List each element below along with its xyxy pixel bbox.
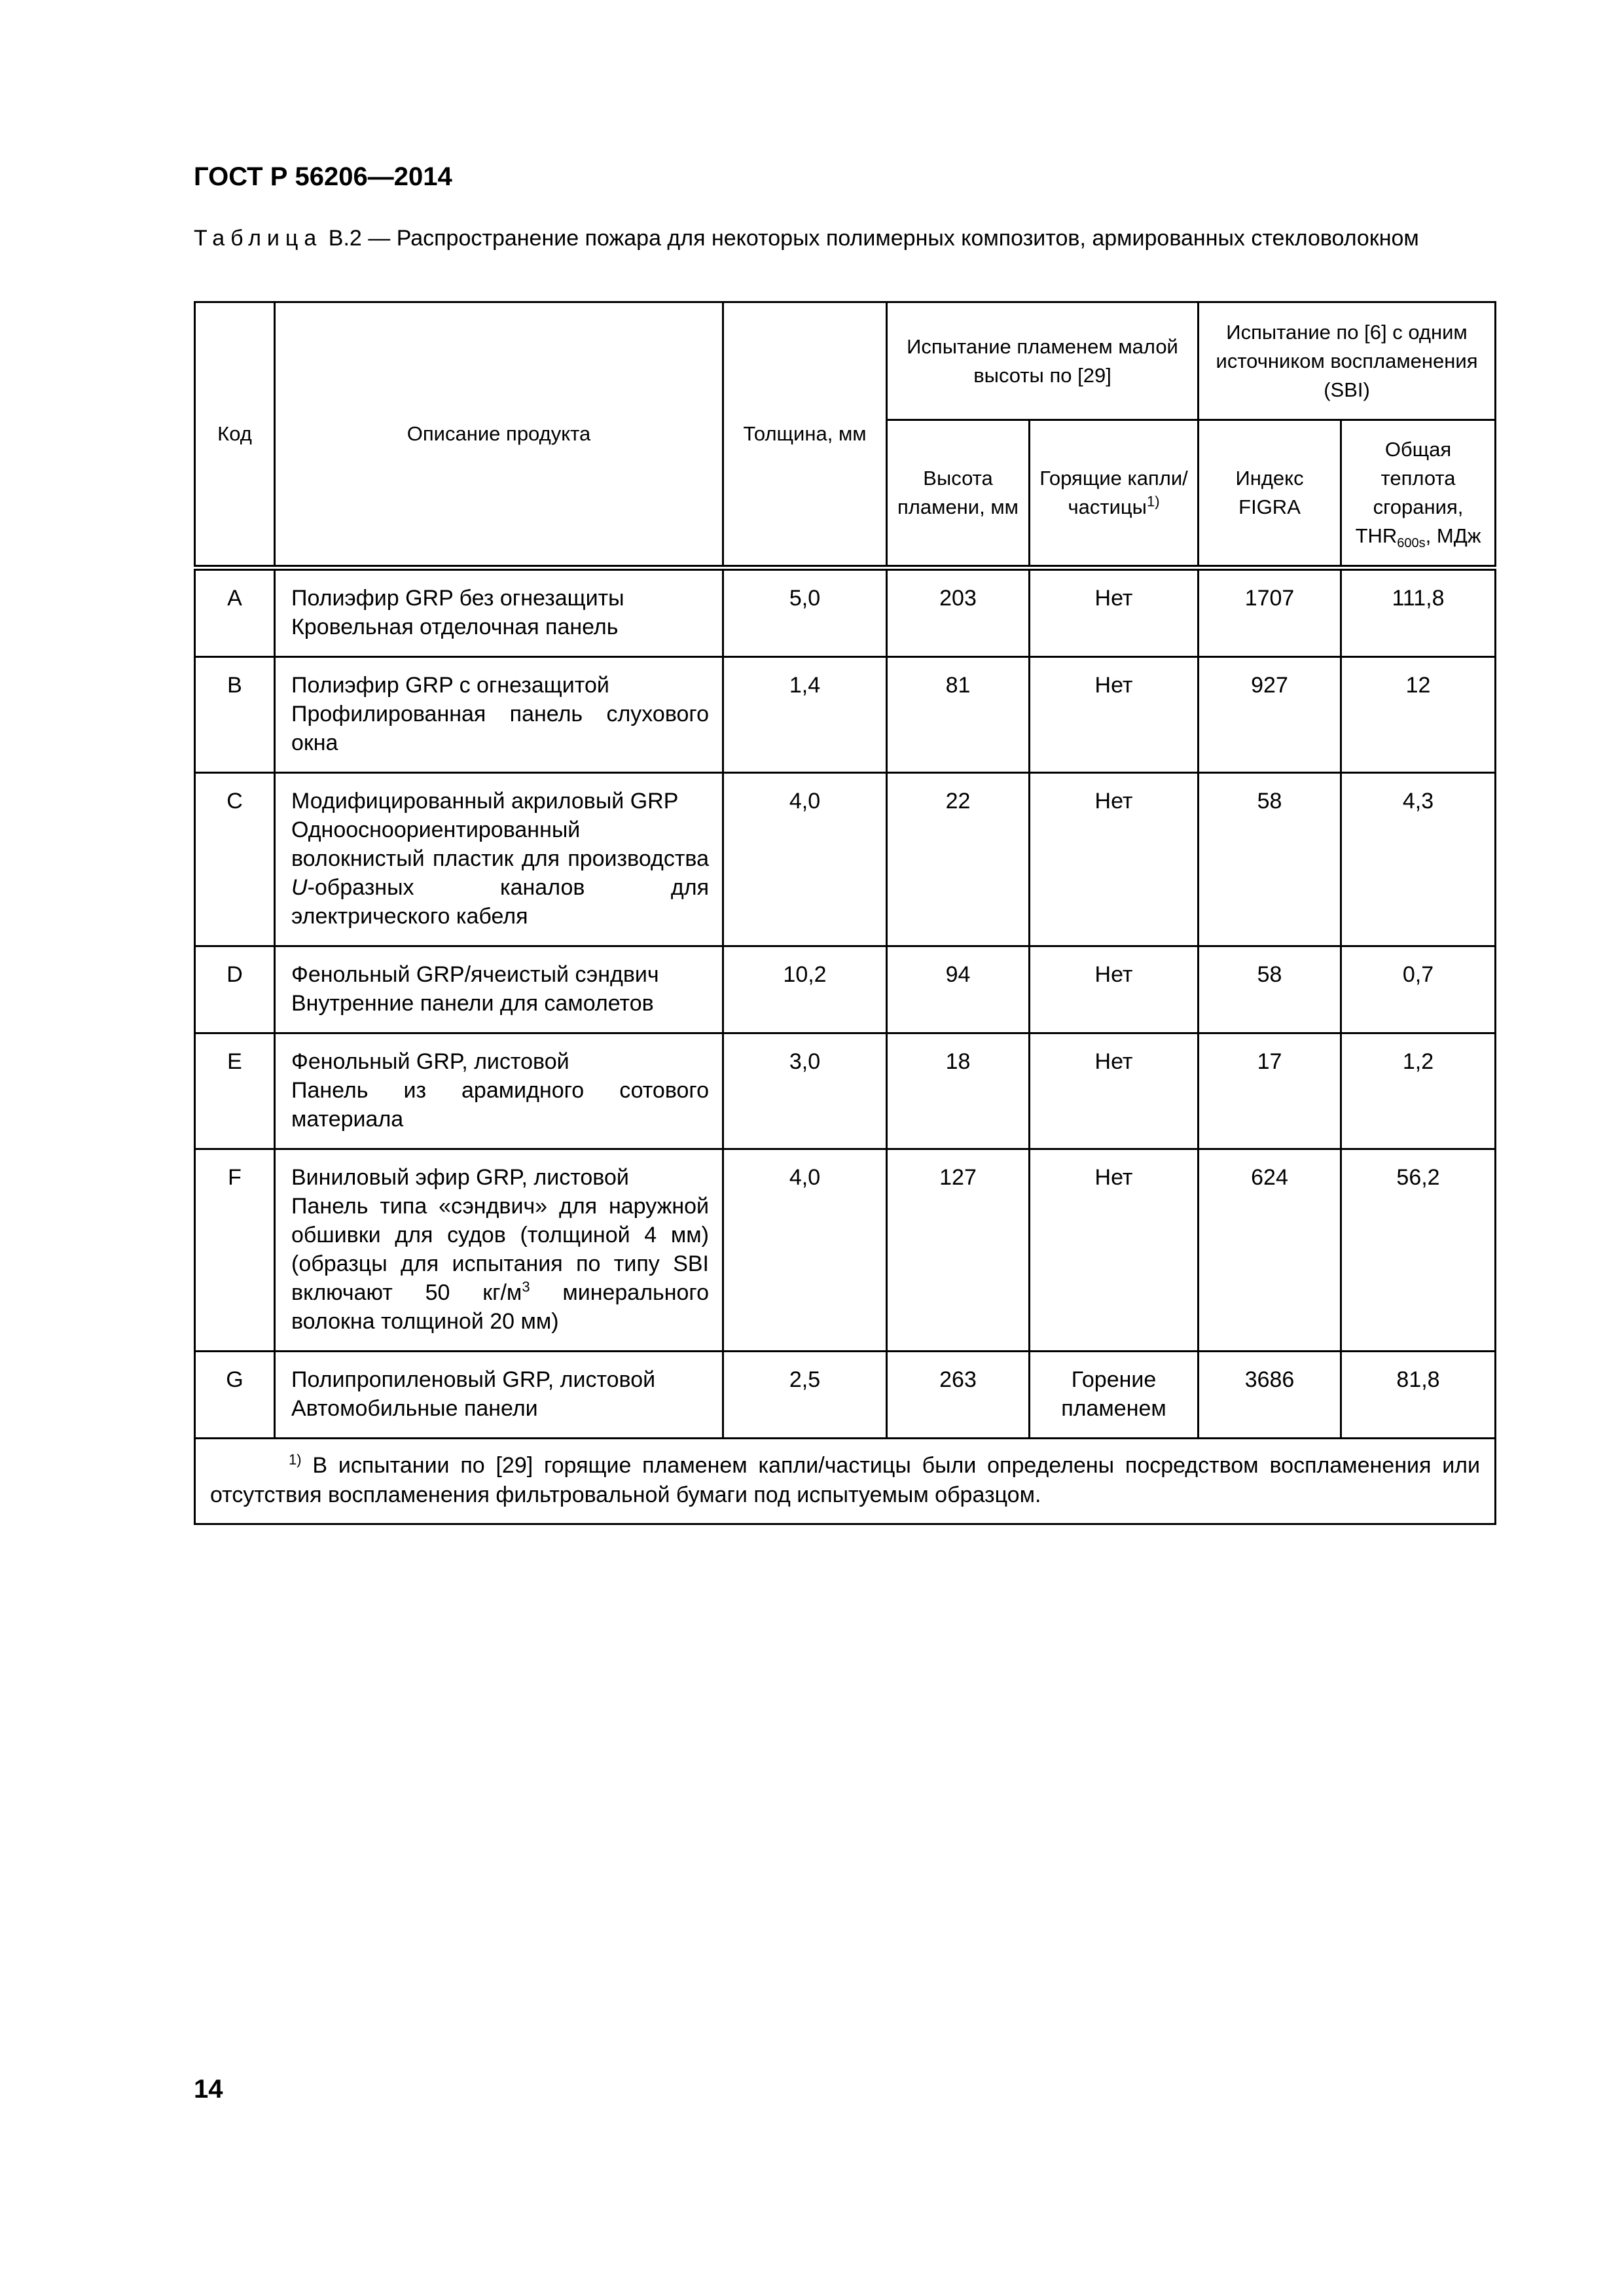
cell-burning-drops: Нет	[1030, 1033, 1199, 1149]
fire-spread-table	[194, 301, 1496, 1525]
cell-description	[275, 657, 723, 773]
description-product-part: Панель типа «сэндвич» для наружной обшивки для судов (толщиной 4 мм) (образцы для испытания по типу SBI включают 50 кг/м	[291, 1194, 709, 1305]
cell-code: C	[195, 773, 275, 946]
cell-thr: 56,2	[1341, 1149, 1496, 1352]
header-thr	[1341, 420, 1496, 568]
header-thr-subscript: 600s	[1397, 536, 1426, 551]
cell-code: A	[195, 568, 275, 657]
cell-thr: 1,2	[1341, 1033, 1496, 1149]
description-material: Полиэфир GRP с огнезащитой	[291, 673, 609, 698]
cell-thr: 81,8	[1341, 1352, 1496, 1439]
description-product: Профилированная панель слухового окна	[291, 702, 709, 755]
description-product: Автомобильные панели	[291, 1396, 538, 1421]
cell-description	[275, 568, 723, 657]
header-thr-label: Общая теплота сгорания, THR	[1355, 438, 1464, 547]
table-row	[195, 1352, 1496, 1439]
description-product	[291, 816, 709, 931]
table-row	[195, 1149, 1496, 1352]
header-description: Описание продукта	[275, 302, 723, 568]
cell-description	[275, 1149, 723, 1352]
description-product: Кровельная отделочная панель	[291, 615, 619, 639]
table-row	[195, 568, 1496, 657]
cell-thickness: 5,0	[723, 568, 887, 657]
description-material: Полипропиленовый GRP, листовой	[291, 1367, 656, 1392]
table-row	[195, 773, 1496, 946]
description-material: Модифицированный акриловый GRP	[291, 789, 679, 814]
description-product: Панель из арамидного сотового материала	[291, 1078, 709, 1132]
description-product-part: Одноосноориентированный волокнистый пластик для производства	[291, 817, 709, 871]
cell-burning-drops: Нет	[1030, 1149, 1199, 1352]
header-sbi-group: Испытание по [6] с одним источником воспламенения (SBI)	[1199, 302, 1496, 420]
cell-burning-drops: Нет	[1030, 773, 1199, 946]
cell-flame-height: 127	[887, 1149, 1030, 1352]
cell-flame-height: 22	[887, 773, 1030, 946]
table-row	[195, 1033, 1496, 1149]
cell-flame-height: 203	[887, 568, 1030, 657]
description-material: Фенольный GRP/ячеистый сэндвич	[291, 962, 659, 987]
footnote-text: В испытании по [29] горящие пламенем капли/частицы были определены посредством воспламенения или отсутствия воспламенения фильтровальной бумаги под испытуемым образцом.	[210, 1453, 1481, 1507]
cell-code: E	[195, 1033, 275, 1149]
description-product-part: минерального волокна толщиной 20 мм)	[291, 1280, 709, 1334]
superscript-exponent: 3	[522, 1278, 530, 1295]
description-product	[291, 1192, 709, 1336]
header-thr-unit: , МДж	[1425, 524, 1481, 547]
header-flame-height: Высота пламени, мм	[887, 420, 1030, 568]
cell-thickness: 1,4	[723, 657, 887, 773]
header-figra: Индекс FIGRA	[1199, 420, 1341, 568]
cell-thr: 12	[1341, 657, 1496, 773]
cell-thickness: 3,0	[723, 1033, 887, 1149]
description-material: Фенольный GRP, листовой	[291, 1049, 569, 1074]
caption-prefix: Таблица	[194, 226, 323, 251]
cell-thr: 0,7	[1341, 946, 1496, 1033]
cell-burning-drops: Нет	[1030, 568, 1199, 657]
description-material: Виниловый эфир GRP, листовой	[291, 1165, 629, 1190]
header-thickness: Толщина, мм	[723, 302, 887, 568]
caption-text: В.2 — Распространение пожара для некоторых полимерных композитов, армированных стекловолокном	[328, 226, 1419, 251]
cell-figra: 58	[1199, 773, 1341, 946]
description-material: Полиэфир GRP без огнезащиты	[291, 586, 624, 611]
cell-description	[275, 1033, 723, 1149]
cell-burning-drops: Нет	[1030, 657, 1199, 773]
cell-thickness: 2,5	[723, 1352, 887, 1439]
cell-flame-height: 81	[887, 657, 1030, 773]
cell-figra: 1707	[1199, 568, 1341, 657]
cell-thickness: 10,2	[723, 946, 887, 1033]
cell-burning-drops: Нет	[1030, 946, 1199, 1033]
cell-description	[275, 946, 723, 1033]
page-number: 14	[194, 2075, 223, 2104]
cell-figra: 624	[1199, 1149, 1341, 1352]
cell-description	[275, 773, 723, 946]
footnote-marker: 1)	[289, 1451, 302, 1468]
cell-figra: 927	[1199, 657, 1341, 773]
cell-code: G	[195, 1352, 275, 1439]
header-code: Код	[195, 302, 275, 568]
document-header: ГОСТ Р 56206—2014	[194, 162, 452, 191]
cell-burning-drops: Горение пламенем	[1030, 1352, 1199, 1439]
footnote-marker: 1)	[1146, 493, 1160, 510]
cell-figra: 3686	[1199, 1352, 1341, 1439]
table-caption	[194, 224, 1493, 253]
cell-code: F	[195, 1149, 275, 1352]
cell-flame-height: 18	[887, 1033, 1030, 1149]
header-burning-drops	[1030, 420, 1199, 568]
description-product: Внутренние панели для самолетов	[291, 991, 654, 1016]
cell-thr: 111,8	[1341, 568, 1496, 657]
table-row	[195, 946, 1496, 1033]
cell-figra: 58	[1199, 946, 1341, 1033]
cell-figra: 17	[1199, 1033, 1341, 1149]
description-product-part: -образных каналов для электрического кабеля	[291, 875, 709, 929]
header-small-flame-group: Испытание пламенем малой высоты по [29]	[887, 302, 1199, 420]
table-footnote	[195, 1439, 1496, 1524]
cell-code: B	[195, 657, 275, 773]
cell-flame-height: 263	[887, 1352, 1030, 1439]
cell-flame-height: 94	[887, 946, 1030, 1033]
cell-thr: 4,3	[1341, 773, 1496, 946]
header-burning-drops-label: Горящие капли/ частицы	[1039, 467, 1188, 518]
table-row	[195, 657, 1496, 773]
description-italic-letter: U	[291, 875, 308, 900]
cell-description	[275, 1352, 723, 1439]
cell-code: D	[195, 946, 275, 1033]
cell-thickness: 4,0	[723, 773, 887, 946]
cell-thickness: 4,0	[723, 1149, 887, 1352]
